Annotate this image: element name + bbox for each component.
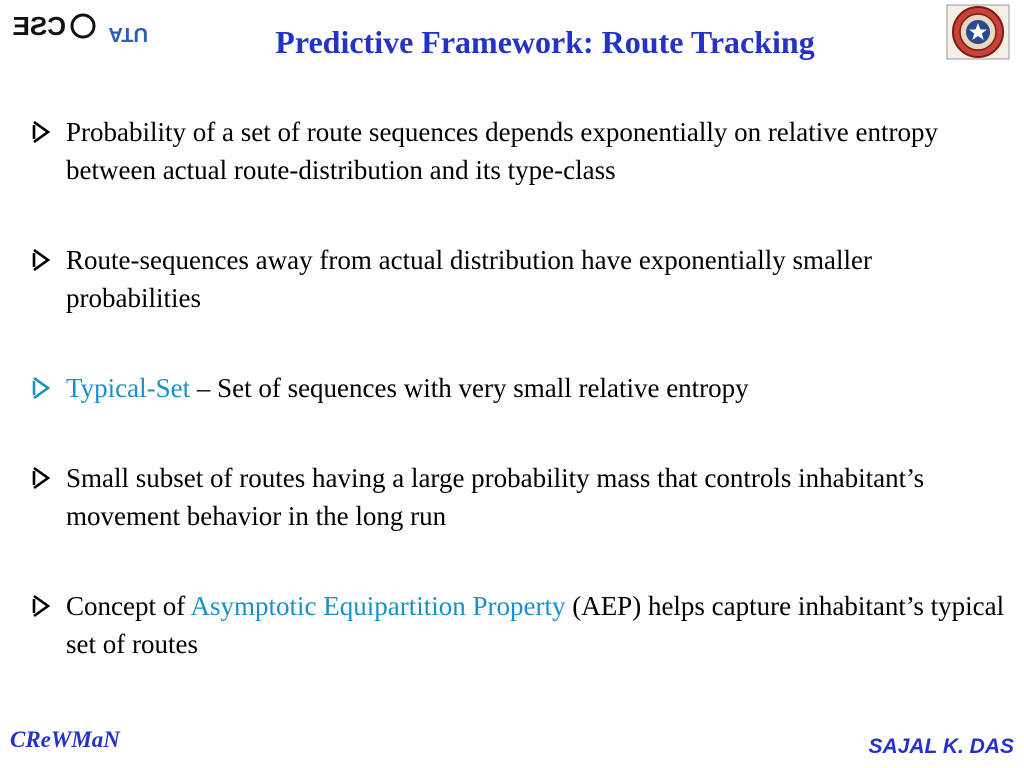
bullet-item bbox=[30, 369, 1005, 407]
svg-text:CSE: CSE bbox=[12, 11, 66, 41]
bullet-text: (AEP) helps capture inhabitant’s typical set of routes bbox=[66, 591, 1005, 659]
page-title: Predictive Framework: Route Tracking bbox=[275, 24, 815, 60]
aep-term: Asymptotic Equipartition Property bbox=[190, 591, 566, 621]
arrow-bullet-icon bbox=[30, 459, 54, 497]
arrow-bullet-icon bbox=[30, 587, 54, 625]
university-seal-icon bbox=[946, 4, 1010, 60]
arrow-bullet-icon bbox=[30, 113, 54, 151]
footer-author: SAJAL K. DAS bbox=[868, 735, 1014, 758]
bullet-item bbox=[30, 587, 1005, 663]
arrow-bullet-icon bbox=[30, 369, 54, 407]
typical-set-term: Typical-Set bbox=[66, 373, 191, 403]
bullet-text: Route-sequences away from actual distribution have exponentially smaller probabilities bbox=[66, 245, 872, 313]
bullet-text: Concept of bbox=[66, 591, 191, 621]
bullet-item bbox=[30, 241, 1005, 317]
bullet-item bbox=[30, 113, 1005, 189]
bullet-item bbox=[30, 459, 1005, 535]
cse-uta-logo-icon bbox=[8, 6, 158, 46]
bullet-text: Probability of a set of route sequences depends exponentially on relative entropy between actual route-distribution and its type-class bbox=[66, 117, 938, 185]
arrow-bullet-icon bbox=[30, 241, 54, 279]
footer-lab-name: CReWMaN bbox=[10, 727, 120, 752]
bullet-text: Small subset of routes having a large probability mass that controls inhabitant’s movement behavior in the long run bbox=[66, 463, 925, 531]
bullet-text: – Set of sequences with very small relative entropy bbox=[190, 373, 749, 403]
bullet-list bbox=[30, 113, 1005, 663]
svg-text:UTA: UTA bbox=[108, 23, 148, 45]
